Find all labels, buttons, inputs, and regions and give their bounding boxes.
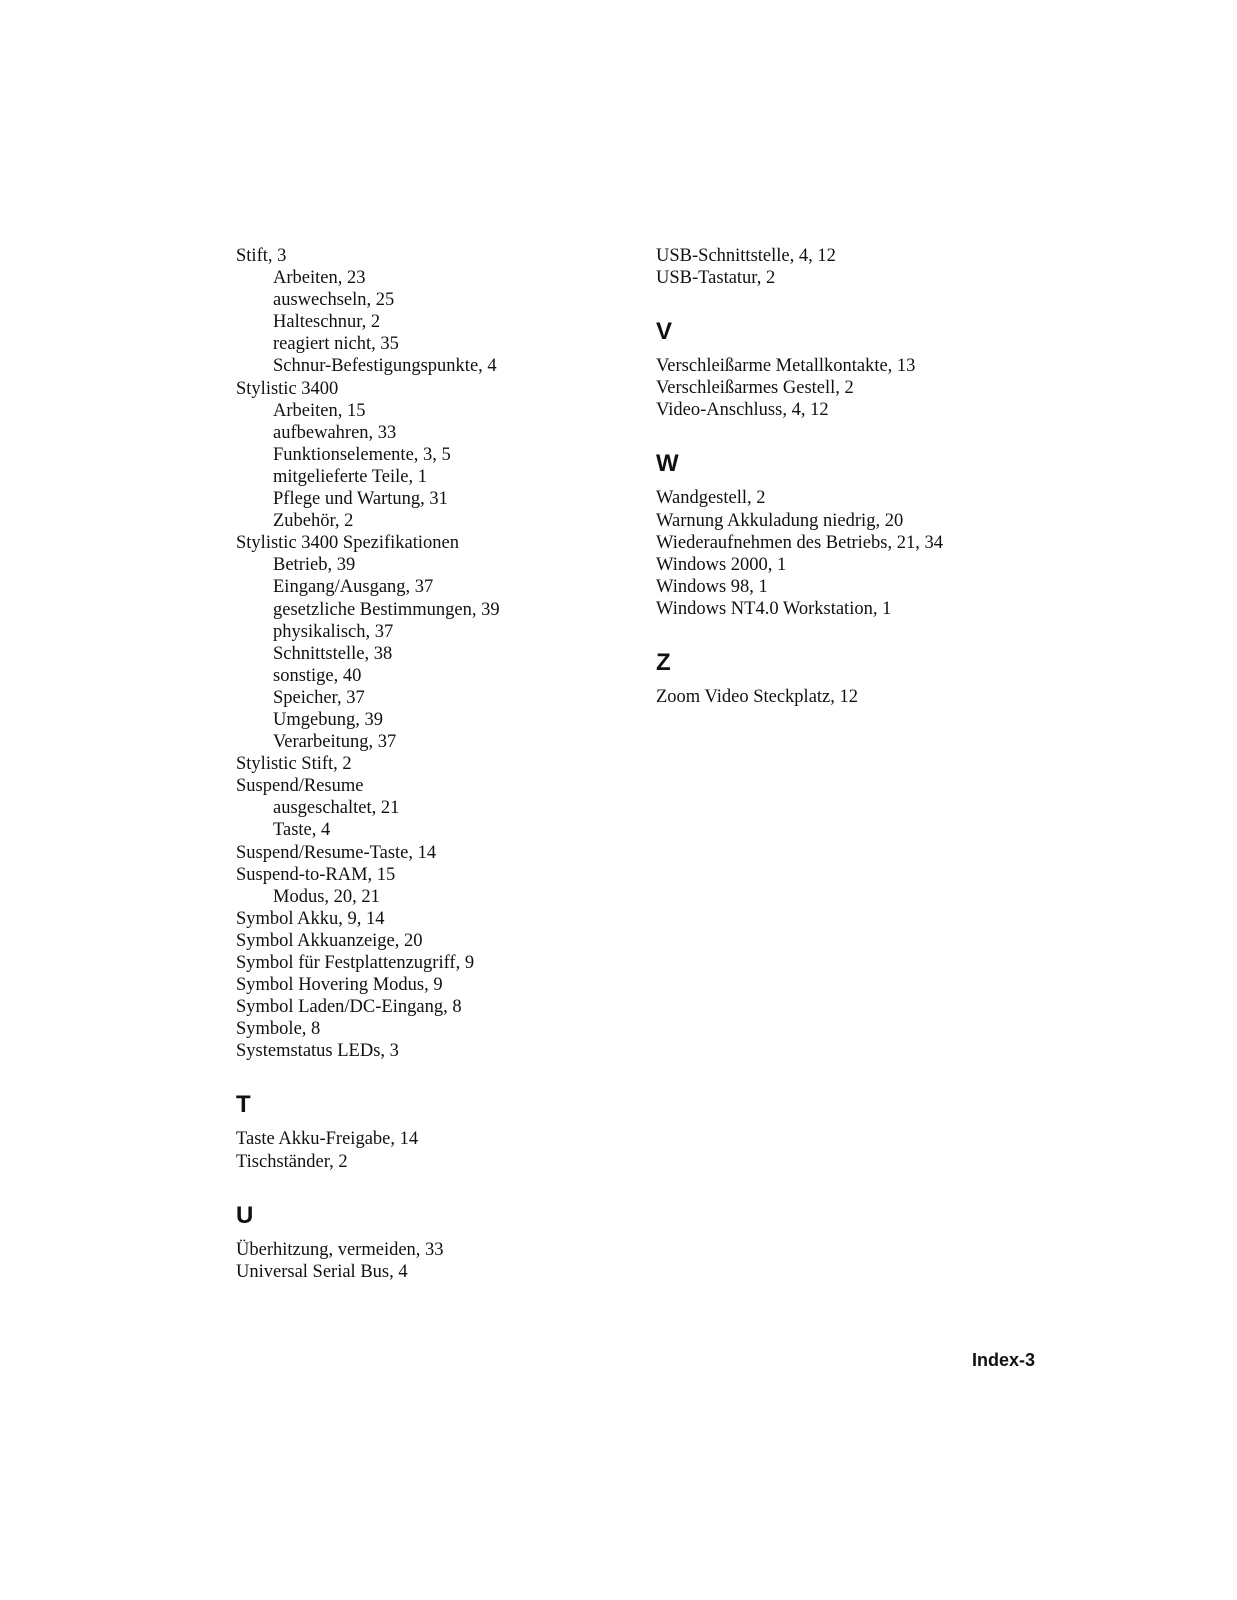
index-entry: Verschleißarme Metallkontakte, 13 [656, 356, 916, 377]
index-subentry: Speicher, 37 [273, 687, 365, 708]
index-subentry: ausgeschaltet, 21 [273, 798, 400, 819]
index-section-t [236, 1090, 636, 1172]
section-letter-heading: Z [656, 649, 671, 677]
index-section-v [656, 317, 1076, 421]
index-section-z [656, 648, 1076, 708]
index-subentry: Schnittstelle, 38 [273, 643, 393, 664]
index-entry: Universal Serial Bus, 4 [236, 1261, 408, 1282]
index-subentry: Betrieb, 39 [273, 555, 356, 576]
index-entry: Taste Akku-Freigabe, 14 [236, 1129, 419, 1150]
index-section-w [656, 449, 1076, 620]
index-entry: Symbole, 8 [236, 1019, 321, 1040]
index-entry: Symbol Laden/DC-Eingang, 8 [236, 997, 462, 1018]
index-subentry: Taste, 4 [273, 820, 331, 841]
index-entries-s [236, 245, 636, 1062]
index-entry: Wiederaufnehmen des Betriebs, 21, 34 [656, 532, 943, 553]
index-subentry: sonstige, 40 [273, 665, 362, 686]
index-subentry: mitgelieferte Teile, 1 [273, 466, 428, 487]
index-entry: Warnung Akkuladung niedrig, 20 [656, 510, 904, 531]
index-subentry: Schnur-Befestigungspunkte, 4 [273, 356, 497, 377]
index-entries-u-continued [656, 245, 1076, 289]
index-sections-left [236, 1090, 636, 1282]
index-entry: Verschleißarmes Gestell, 2 [656, 378, 854, 399]
index-subentry: Arbeiten, 23 [273, 268, 366, 289]
section-letter-heading: U [236, 1201, 254, 1229]
section-letter-heading: W [656, 450, 679, 478]
index-entry: USB-Tastatur, 2 [656, 268, 776, 289]
section-letter-heading: V [656, 318, 673, 346]
index-entry: Suspend/Resume-Taste, 14 [236, 842, 437, 863]
index-entry: Überhitzung, vermeiden, 33 [236, 1239, 444, 1260]
index-entry: USB-Schnittstelle, 4, 12 [656, 246, 836, 266]
index-entry: Suspend/Resume [236, 776, 364, 797]
index-subentry: gesetzliche Bestimmungen, 39 [273, 599, 500, 620]
index-entry: Symbol Hovering Modus, 9 [236, 975, 443, 996]
index-subentry: Verarbeitung, 37 [273, 732, 397, 753]
index-subentry: Halteschnur, 2 [273, 312, 381, 333]
index-entry: Video-Anschluss, 4, 12 [656, 400, 829, 421]
index-entry: Systemstatus LEDs, 3 [236, 1041, 399, 1062]
index-subentry: Modus, 20, 21 [273, 886, 380, 907]
index-subentry: aufbewahren, 33 [273, 422, 397, 443]
section-letter-heading: T [236, 1091, 251, 1119]
page-number: Index-3 [971, 1350, 1035, 1370]
index-entry: Symbol für Festplattenzugriff, 9 [236, 953, 475, 973]
index-entry: Stift, 3 [236, 246, 287, 266]
index-subentry: reagiert nicht, 35 [273, 334, 399, 355]
index-subentry: Umgebung, 39 [273, 709, 383, 730]
index-entry: Windows 98, 1 [656, 576, 768, 597]
index-column-left [236, 245, 636, 1283]
index-entry: Stylistic 3400 Spezifikationen [236, 533, 460, 554]
index-subentry: auswechseln, 25 [273, 290, 395, 311]
index-subentry: Funktionselemente, 3, 5 [273, 444, 451, 465]
index-entry: Wandgestell, 2 [656, 488, 766, 509]
index-entry: Symbol Akkuanzeige, 20 [236, 930, 423, 951]
index-column-right [656, 245, 1076, 708]
index-entry: Windows NT4.0 Workstation, 1 [656, 598, 892, 619]
index-entry: Windows 2000, 1 [656, 554, 787, 575]
index-section-u [236, 1201, 636, 1283]
index-entry: Tischständer, 2 [236, 1151, 348, 1172]
index-entry: Zoom Video Steckplatz, 12 [656, 687, 859, 708]
index-entry: Symbol Akku, 9, 14 [236, 908, 385, 929]
index-entry: Stylistic Stift, 2 [236, 754, 352, 775]
index-subentry: physikalisch, 37 [273, 621, 394, 642]
index-subentry: Arbeiten, 15 [273, 400, 366, 421]
index-entry: Stylistic 3400 [236, 378, 339, 399]
index-entry: Suspend-to-RAM, 15 [236, 864, 396, 885]
index-sections-right [656, 317, 1076, 708]
index-subentry: Pflege und Wartung, 31 [273, 489, 448, 510]
index-subentry: Eingang/Ausgang, 37 [273, 577, 434, 598]
index-subentry: Zubehör, 2 [273, 511, 354, 532]
